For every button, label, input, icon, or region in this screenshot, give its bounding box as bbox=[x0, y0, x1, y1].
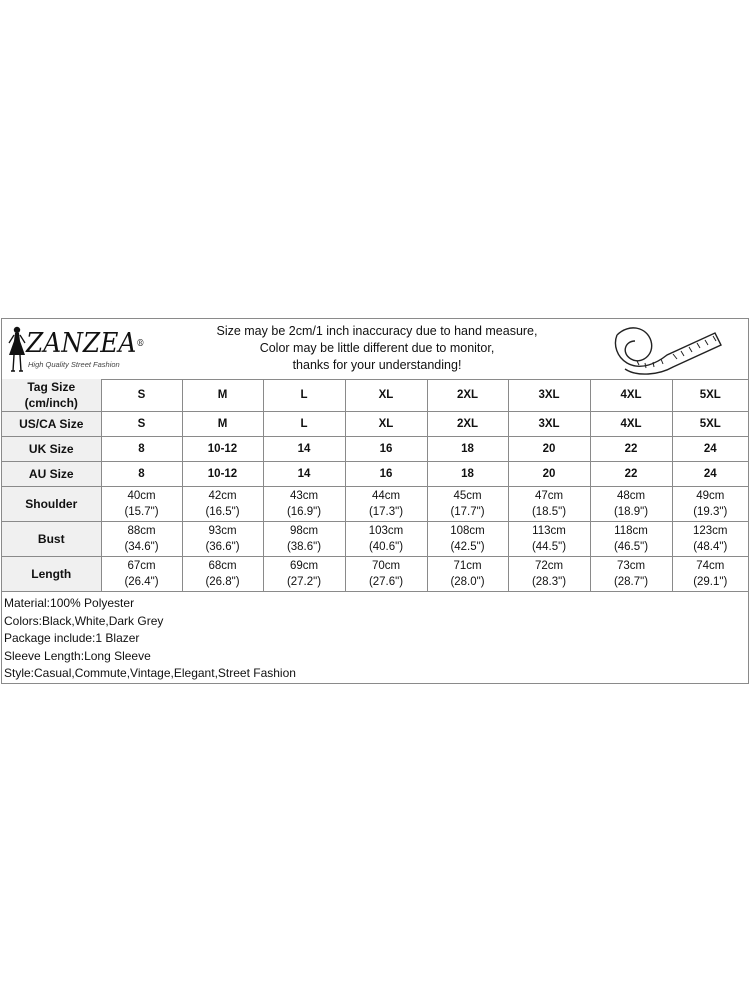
cell-value: 16 bbox=[379, 468, 393, 480]
table-cell bbox=[590, 522, 672, 557]
row-label-text: US/CA Size bbox=[19, 417, 84, 431]
row-label-text: AU Size bbox=[28, 467, 74, 481]
table-cell bbox=[590, 487, 672, 522]
cell-value-inches: (17.7") bbox=[450, 506, 485, 518]
cell-value-inches: (27.2") bbox=[286, 576, 322, 588]
table-cell bbox=[182, 557, 263, 592]
table-cell bbox=[672, 462, 748, 487]
cell-value: 118cm bbox=[614, 525, 648, 537]
cell-value: 48cm bbox=[616, 490, 646, 502]
table-cell bbox=[263, 462, 345, 487]
spec-colors: Colors:Black,White,Dark Grey bbox=[4, 613, 164, 628]
cell-value: 43cm bbox=[289, 490, 319, 502]
table-cell bbox=[182, 437, 263, 462]
table-cell bbox=[427, 557, 508, 592]
row-label bbox=[2, 522, 101, 557]
table-cell bbox=[101, 437, 182, 462]
row-label-text: Tag Size bbox=[27, 380, 76, 394]
spec-package: Package include:1 Blazer bbox=[4, 631, 140, 645]
cell-value-inches: (44.5") bbox=[531, 541, 567, 553]
cell-value: 98cm bbox=[289, 525, 319, 537]
cell-value: 113cm bbox=[532, 525, 566, 537]
table-cell bbox=[427, 462, 508, 487]
table-cell bbox=[182, 487, 263, 522]
table-row bbox=[2, 487, 748, 522]
cell-value-inches: (26.4") bbox=[124, 576, 159, 588]
cell-value: 10-12 bbox=[207, 443, 238, 455]
cell-value: 14 bbox=[297, 443, 311, 455]
cell-value: 47cm bbox=[534, 490, 564, 502]
table-cell bbox=[101, 412, 182, 437]
row-label-text: Shoulder bbox=[25, 497, 78, 511]
cell-value: 123cm bbox=[692, 525, 728, 537]
brand-name: ZANZEA bbox=[26, 328, 137, 359]
cell-value-inches: (18.9") bbox=[613, 506, 649, 518]
table-cell bbox=[427, 522, 508, 557]
table-cell bbox=[590, 462, 672, 487]
table-cell bbox=[590, 379, 672, 412]
cell-value: 108cm bbox=[450, 525, 485, 537]
cell-value: 22 bbox=[624, 443, 638, 455]
cell-value-inches: (29.1") bbox=[693, 576, 728, 588]
table-cell bbox=[263, 437, 345, 462]
table-cell bbox=[263, 487, 345, 522]
cell-value: 68cm bbox=[208, 560, 237, 572]
table-cell bbox=[101, 462, 182, 487]
row-label-text: Length bbox=[31, 567, 72, 581]
cell-value-inches: (26.8") bbox=[205, 576, 240, 588]
cell-value: 71cm bbox=[453, 560, 482, 572]
row-label-text: Bust bbox=[37, 532, 65, 546]
table-cell bbox=[672, 412, 748, 437]
cell-value-inches: (28.0") bbox=[450, 576, 485, 588]
cell-value: 40cm bbox=[127, 490, 156, 502]
row-label bbox=[2, 412, 101, 437]
chart-header bbox=[2, 319, 748, 380]
table-cell bbox=[427, 437, 508, 462]
cell-value-inches: (34.6") bbox=[124, 541, 159, 553]
cell-value-inches: (40.6") bbox=[368, 541, 404, 553]
cell-value-inches: (27.6") bbox=[368, 576, 404, 588]
measuring-tape-icon bbox=[607, 321, 727, 377]
cell-value-inches: (16.5") bbox=[205, 506, 240, 518]
product-specs bbox=[4, 595, 296, 683]
table-cell bbox=[263, 412, 345, 437]
cell-value-inches: (16.9") bbox=[286, 506, 322, 518]
cell-value: XL bbox=[378, 418, 394, 430]
table-cell bbox=[427, 487, 508, 522]
row-label bbox=[2, 437, 101, 462]
cell-value: 16 bbox=[379, 443, 393, 455]
cell-value: 70cm bbox=[371, 560, 401, 572]
cell-value: 2XL bbox=[456, 389, 479, 401]
table-row bbox=[2, 412, 748, 437]
cell-value: 45cm bbox=[453, 490, 482, 502]
cell-value: 2XL bbox=[456, 418, 479, 430]
cell-value: 93cm bbox=[208, 525, 237, 537]
table-cell bbox=[672, 437, 748, 462]
table-cell bbox=[101, 379, 182, 412]
table-cell bbox=[101, 487, 182, 522]
table-cell bbox=[345, 487, 427, 522]
cell-value: 88cm bbox=[127, 525, 156, 537]
row-label bbox=[2, 462, 101, 487]
cell-value-inches: (46.5") bbox=[613, 541, 649, 553]
table-cell bbox=[345, 412, 427, 437]
row-label bbox=[2, 379, 101, 412]
cell-value-inches: (36.6") bbox=[205, 541, 240, 553]
registered-mark: ® bbox=[136, 339, 145, 349]
cell-value: 4XL bbox=[620, 389, 642, 401]
table-row bbox=[2, 462, 748, 487]
table-cell bbox=[182, 412, 263, 437]
cell-value: 18 bbox=[461, 468, 474, 480]
brand-logo bbox=[6, 325, 146, 375]
cell-value: 74cm bbox=[696, 560, 725, 572]
table-cell bbox=[508, 437, 590, 462]
row-label-text: UK Size bbox=[28, 442, 74, 456]
table-cell bbox=[508, 522, 590, 557]
cell-value: L bbox=[300, 418, 308, 430]
table-cell bbox=[672, 557, 748, 592]
table-cell bbox=[101, 522, 182, 557]
cell-value: 3XL bbox=[538, 418, 560, 430]
row-label bbox=[2, 487, 101, 522]
cell-value-inches: (15.7") bbox=[124, 506, 159, 518]
table-cell bbox=[182, 379, 263, 412]
cell-value: M bbox=[217, 389, 228, 401]
cell-value: 72cm bbox=[534, 560, 564, 572]
table-cell bbox=[345, 462, 427, 487]
table-cell bbox=[182, 462, 263, 487]
table-cell bbox=[427, 412, 508, 437]
cell-value: 22 bbox=[624, 468, 638, 480]
table-cell bbox=[101, 557, 182, 592]
table-cell bbox=[672, 487, 748, 522]
table-cell bbox=[508, 379, 590, 412]
cell-value: 73cm bbox=[616, 560, 646, 572]
table-cell bbox=[590, 557, 672, 592]
measurement-notice bbox=[172, 323, 582, 374]
table-row bbox=[2, 522, 748, 557]
cell-value-inches: (18.5") bbox=[531, 506, 567, 518]
cell-value: 5XL bbox=[699, 418, 721, 430]
cell-value-inches: (28.3") bbox=[531, 576, 567, 588]
table-cell bbox=[672, 379, 748, 412]
row-label-subtext: (cm/inch) bbox=[24, 396, 78, 410]
table-row bbox=[2, 437, 748, 462]
cell-value-inches: (48.4") bbox=[693, 541, 728, 553]
woman-silhouette-icon bbox=[6, 325, 28, 375]
table-cell bbox=[672, 522, 748, 557]
cell-value: L bbox=[300, 389, 308, 401]
cell-value: 18 bbox=[461, 443, 474, 455]
cell-value: 20 bbox=[542, 468, 556, 480]
cell-value: 24 bbox=[703, 468, 717, 480]
cell-value: 5XL bbox=[699, 389, 721, 401]
cell-value: 103cm bbox=[368, 525, 404, 537]
table-cell bbox=[345, 557, 427, 592]
table-cell bbox=[508, 462, 590, 487]
cell-value-inches: (42.5") bbox=[450, 541, 485, 553]
row-label bbox=[2, 557, 101, 592]
brand-tagline: High Quality Street Fashion bbox=[28, 360, 120, 369]
cell-value: 3XL bbox=[538, 389, 560, 401]
size-table bbox=[2, 379, 748, 592]
table-row bbox=[2, 379, 748, 412]
cell-value: S bbox=[137, 418, 146, 430]
cell-value: 44cm bbox=[371, 490, 401, 502]
cell-value: 67cm bbox=[127, 560, 156, 572]
table-cell bbox=[345, 437, 427, 462]
table-cell bbox=[590, 412, 672, 437]
table-cell bbox=[263, 557, 345, 592]
table-cell bbox=[427, 379, 508, 412]
table-row bbox=[2, 557, 748, 592]
cell-value-inches: (17.3") bbox=[368, 506, 404, 518]
cell-value: XL bbox=[378, 389, 394, 401]
table-cell bbox=[508, 487, 590, 522]
cell-value: 69cm bbox=[289, 560, 319, 572]
notice-line-3: thanks for your understanding! bbox=[292, 358, 462, 372]
cell-value-inches: (28.7") bbox=[613, 576, 649, 588]
notice-line-1: Size may be 2cm/1 inch inaccuracy due to hand measure, bbox=[216, 324, 538, 338]
cell-value-inches: (19.3") bbox=[693, 506, 728, 518]
cell-value: 4XL bbox=[620, 418, 642, 430]
table-cell bbox=[182, 522, 263, 557]
table-cell bbox=[263, 522, 345, 557]
cell-value: S bbox=[137, 389, 146, 401]
cell-value: 20 bbox=[542, 443, 556, 455]
cell-value: 42cm bbox=[208, 490, 237, 502]
table-cell bbox=[508, 412, 590, 437]
table-cell bbox=[590, 437, 672, 462]
notice-line-2: Color may be little different due to monitor, bbox=[259, 341, 495, 355]
table-cell bbox=[263, 379, 345, 412]
table-cell bbox=[345, 379, 427, 412]
cell-value: 8 bbox=[138, 443, 145, 455]
cell-value: 24 bbox=[703, 443, 717, 455]
cell-value: 10-12 bbox=[207, 468, 238, 480]
cell-value: 8 bbox=[138, 468, 145, 480]
spec-sleeve-length: Sleeve Length:Long Sleeve bbox=[4, 648, 151, 663]
size-chart bbox=[1, 318, 749, 684]
cell-value-inches: (38.6") bbox=[286, 541, 322, 553]
cell-value: M bbox=[217, 418, 228, 430]
table-cell bbox=[508, 557, 590, 592]
cell-value: 49cm bbox=[696, 490, 725, 502]
cell-value: 14 bbox=[297, 468, 311, 480]
spec-material: Material:100% Polyester bbox=[4, 596, 135, 610]
table-cell bbox=[345, 522, 427, 557]
spec-style: Style:Casual,Commute,Vintage,Elegant,Street Fashion bbox=[4, 666, 296, 680]
